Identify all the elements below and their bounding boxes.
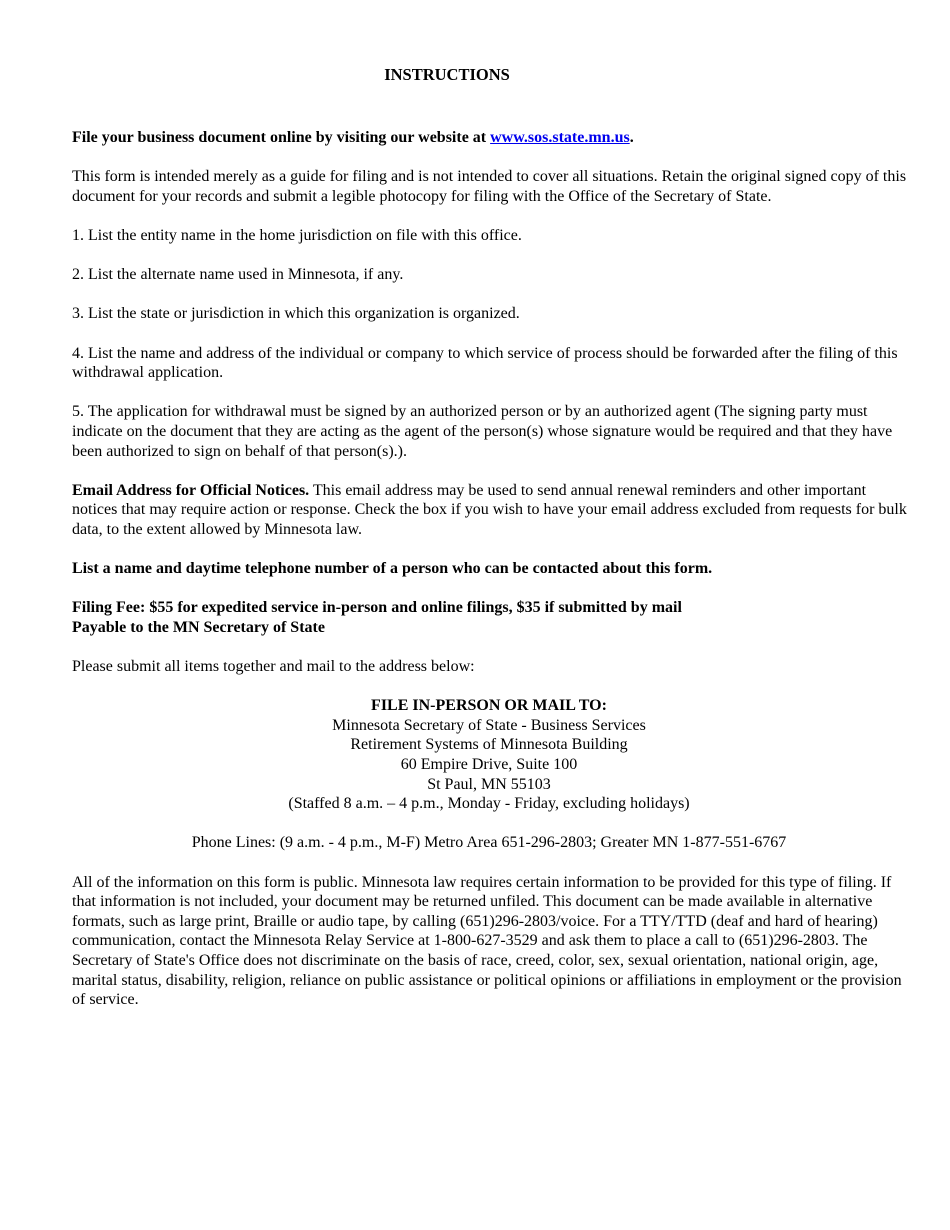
email-notice <box>72 481 912 540</box>
online-filing-text: File your business document online by visiting our website at <box>72 129 491 146</box>
address-line-1: Minnesota Secretary of State - Business Services <box>332 716 646 734</box>
address-line-3: 60 Empire Drive, Suite 100 <box>400 756 578 773</box>
step-1: 1. List the entity name in the home jurisdiction on file with this office. <box>72 226 522 244</box>
online-filing-note <box>72 128 912 148</box>
submit-instruction: Please submit all items together and mail to the address below: <box>72 658 475 676</box>
address-line-4: St Paul, MN 55103 <box>427 775 551 793</box>
email-notice-text: This email address may be used to send annual renewal reminders and other important notices that may require action or response. Check the box if you wish to have your email address excluded from requests for bulk data, to the extent allowed by Minnesota law. <box>72 481 907 538</box>
email-notice-label: Email Address for Official Notices. <box>72 481 310 499</box>
public-information-notice: All of the information on this form is public. Minnesota law requires certain information to be provided for this type of filing. If that information is not included, your document may be returned unfiled. This document can be made available in alternative formats, such as large print, Braille or audio tape, by calling (651)296-2803/voice. For a TTY/TTD (deaf and hard of hearing) communication, contact the Minnesota Relay Service at 1-800-627-3529 and ask them to place a call to (651)296-2803. The Secretary of State's Office does not discriminate on the basis of race, creed, color, sex, sexual orientation, national origin, age, marital status, disability, religion, reliance on public assistance or political opinions or affiliations in employment or the provision of service. <box>72 873 902 1009</box>
mailing-address-block <box>72 696 906 853</box>
address-heading: FILE IN-PERSON OR MAIL TO: <box>371 697 607 715</box>
payable-to: Payable to the MN Secretary of State <box>72 618 325 636</box>
contact-instruction: List a name and daytime telephone number of a person who can be contacted about this form. <box>72 560 713 578</box>
page-title: INSTRUCTIONS <box>384 65 510 84</box>
step-2: 2. List the alternate name used in Minnesota, if any. <box>72 266 404 284</box>
address-line-2: Retirement Systems of Minnesota Building <box>350 736 628 754</box>
step-4: 4. List the name and address of the individual or company to which service of process should be forwarded after the filing of this withdrawal application. <box>72 344 898 382</box>
filing-fee: Filing Fee: $55 for expedited service in-person and online filings, $35 if submitted by mail <box>72 599 682 617</box>
office-hours: (Staffed 8 a.m. – 4 p.m., Monday - Friday, excluding holidays) <box>288 795 690 813</box>
phone-lines: Phone Lines: (9 a.m. - 4 p.m., M-F) Metro Area 651-296-2803; Greater MN 1-877-551-6767 <box>191 834 787 852</box>
step-5: 5. The application for withdrawal must be signed by an authorized person or by an authorized agent (The signing party must indicate on the document that they are acting as the agent of the person(s) whose signature would be required and that they have been authorized to sign on behalf of that person(s).). <box>72 403 893 460</box>
online-filing-end: . <box>629 129 634 146</box>
instructions-page <box>72 64 912 1010</box>
sos-website-link[interactable]: www.sos.state.mn.us <box>490 129 630 146</box>
step-3: 3. List the state or jurisdiction in which this organization is organized. <box>72 305 520 323</box>
intro-paragraph: This form is intended merely as a guide for filing and is not intended to cover all situations. Retain the original signed copy of this document for your records and submit a legible photocopy for filing with the Office of the Secretary of State. <box>72 168 907 205</box>
